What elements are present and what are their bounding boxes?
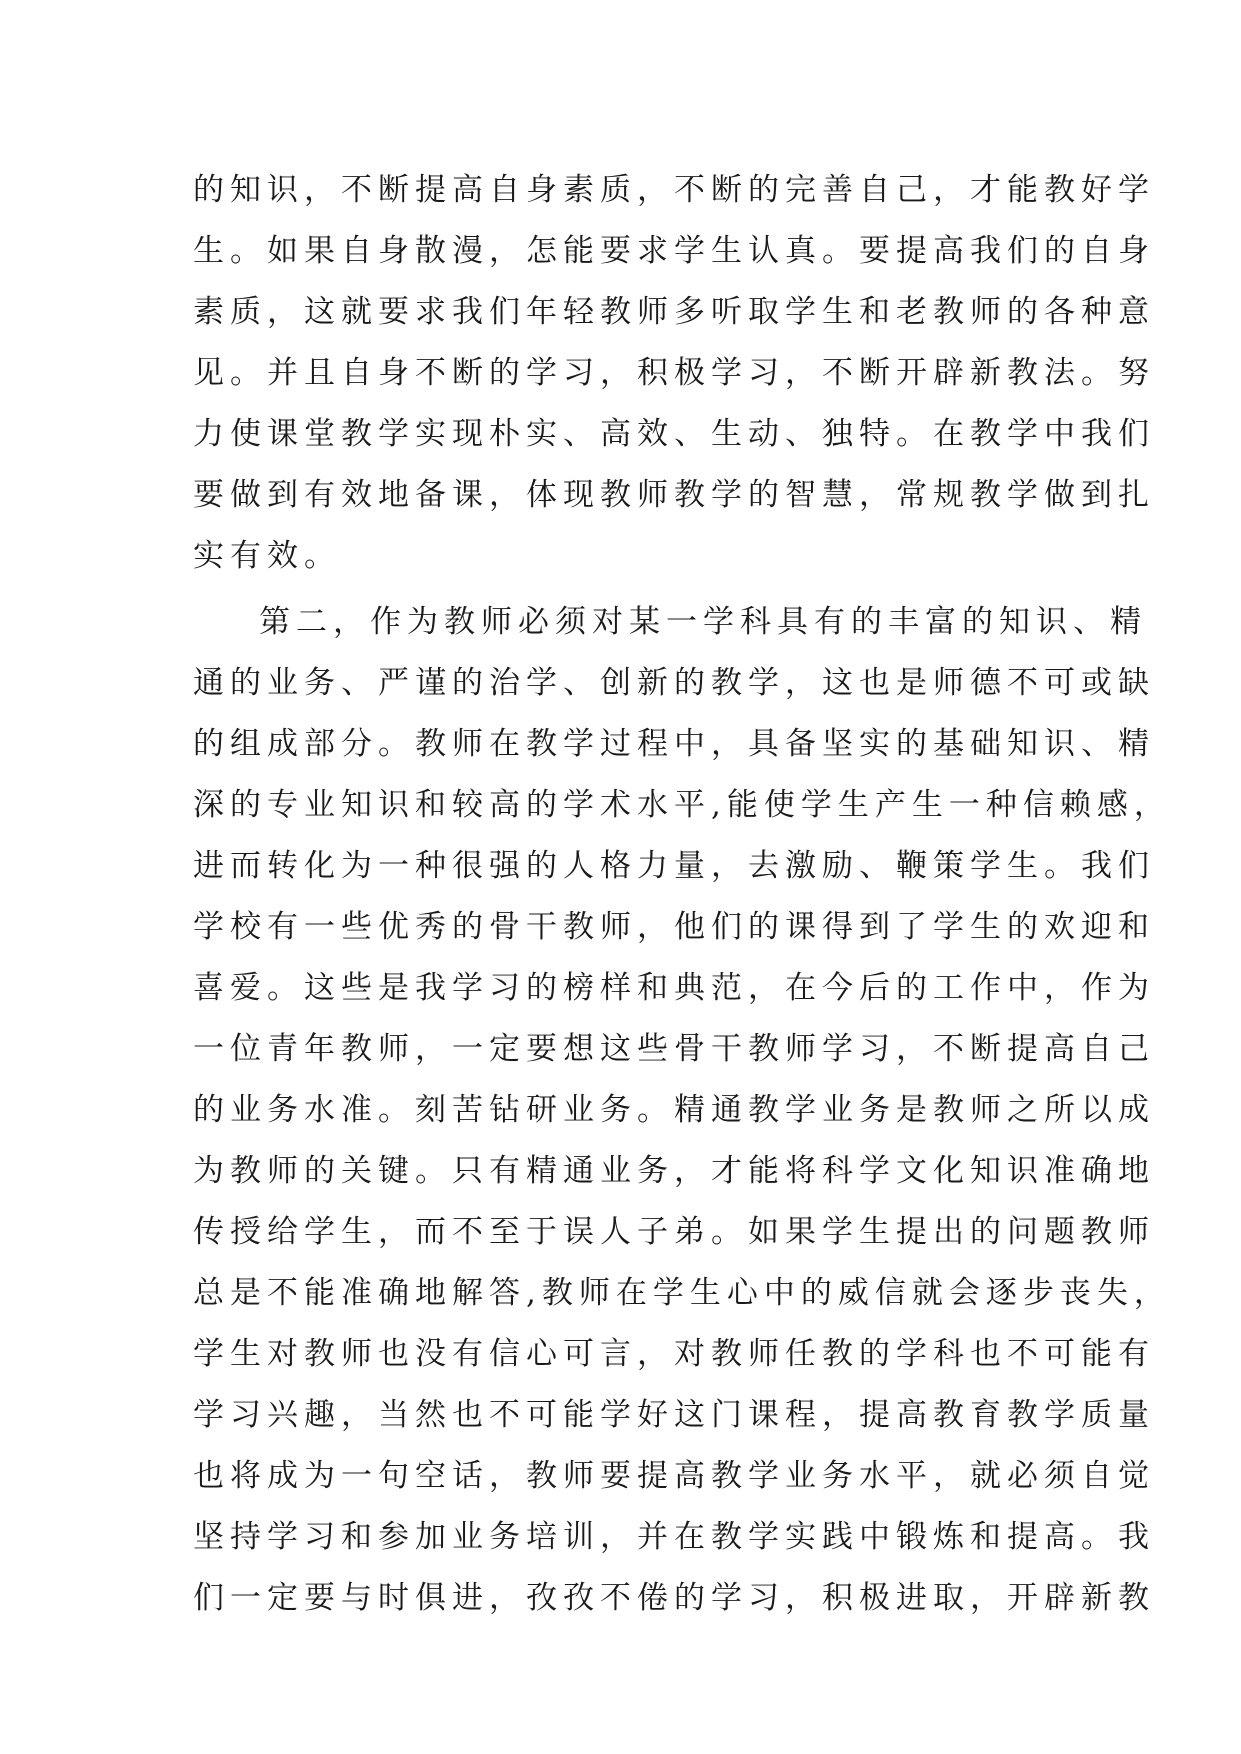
document-body [193, 160, 1171, 1690]
text-line: 生。如果自身散漫，怎能要求学生认真。要提高我们的自身 [193, 233, 1155, 269]
text-line: 进而转化为一种很强的人格力量，去激励、鞭策学生。我们 [193, 848, 1155, 884]
text-line: 总是不能准确地解答,教师在学生心中的威信就会逐步丧失， [193, 1275, 1171, 1311]
text-line: 的组成部分。教师在教学过程中，具备坚实的基础知识、精 [193, 726, 1155, 762]
text-line: 传授给学生，而不至于误人子弟。如果学生提出的问题教师 [193, 1214, 1155, 1250]
text-line: 素质，这就要求我们年轻教师多听取学生和老教师的各种意 [193, 294, 1155, 330]
text-line: 的业务水准。刻苦钻研业务。精通教学业务是教师之所以成 [193, 1092, 1155, 1128]
text-line: 实有效。 [193, 538, 341, 574]
text-line: 喜爱。这些是我学习的榜样和典范，在今后的工作中，作为 [193, 970, 1155, 1006]
text-line: 第二，作为教师必须对某一学科具有的丰富的知识、精 [259, 604, 1147, 640]
text-line: 要做到有效地备课，体现教师教学的智慧，常规教学做到扎 [193, 477, 1155, 513]
text-line: 学习兴趣，当然也不可能学好这门课程，提高教育教学质量 [193, 1397, 1155, 1433]
paragraph-1 [193, 160, 1155, 587]
text-line: 学校有一些优秀的骨干教师，他们的课得到了学生的欢迎和 [193, 909, 1155, 945]
text-line: 的知识，不断提高自身素质，不断的完善自己，才能教好学 [193, 172, 1155, 208]
text-line: 们一定要与时俱进，孜孜不倦的学习，积极进取，开辟新教 [193, 1580, 1155, 1616]
text-line: 深的专业知识和较高的学术水平,能使学生产生一种信赖感， [193, 787, 1171, 823]
text-line: 学生对教师也没有信心可言，对教师任教的学科也不可能有 [193, 1336, 1155, 1372]
text-line: 一位青年教师，一定要想这些骨干教师学习，不断提高自己 [193, 1031, 1155, 1067]
text-line: 坚持学习和参加业务培训，并在教学实践中锻炼和提高。我 [193, 1519, 1155, 1555]
text-line: 力使课堂教学实现朴实、高效、生动、独特。在教学中我们 [193, 416, 1155, 452]
text-line: 也将成为一句空话，教师要提高教学业务水平，就必须自觉 [193, 1458, 1155, 1494]
text-line: 为教师的关键。只有精通业务，才能将科学文化知识准确地 [193, 1153, 1155, 1189]
paragraph-2 [193, 592, 1171, 1690]
text-line: 见。并且自身不断的学习，积极学习，不断开辟新教法。努 [193, 355, 1155, 391]
text-line [193, 1629, 1055, 1690]
text-line: 通的业务、严谨的治学、创新的教学，这也是师德不可或缺 [193, 665, 1155, 701]
